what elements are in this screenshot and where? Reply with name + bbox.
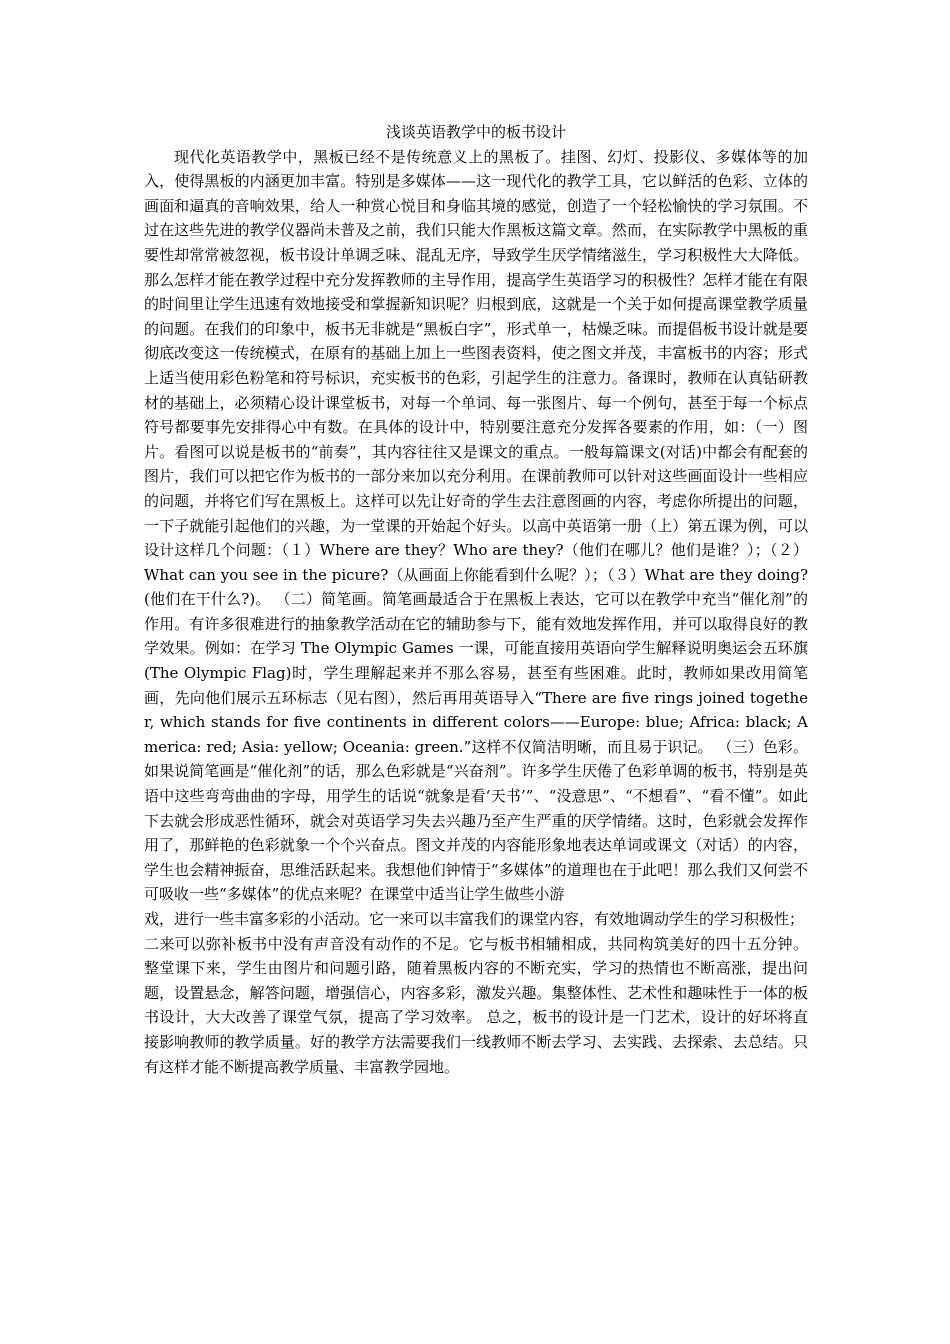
document-title: 浅谈英语教学中的板书设计 (385, 123, 566, 141)
body-paragraph-1: 现代化英语教学中，黑板已经不是传统意义上的黑板了。挂图、幻灯、投影仪、多媒体等的加入，使得黑板的内涵更加丰富。特别是多媒体——这一现代化的教学工具，它以鲜活的色彩、立体的画面和逼真的音响效果，给人一种赏心悦目和身临其境的感觉，创造了一个轻松愉快的学习氛围。不过在这些先进的教学仪器尚未普及之前，我们只能大作黑板这篇文章。然而，在实际教学中黑板的重要性却常常被忽视，板书设计单调乏味、混乱无序，导致学生厌学情绪滋生，学习积极性大大降低。那么怎样才能在教学过程中充分发挥教师的主导作用，提高学生英语学习的积极性？怎样才能在有限的时间里让学生迅速有效地接受和掌握新知识呢？归根到底，这就是一个关于如何提高课堂教学质量的问题。在我们的印象中，板书无非就是“黑板白字”，形式单一，枯燥乏味。而提倡板书设计就是要彻底改变这一传统模式，在原有的基础上加上一些图表资料，使之图文并茂，丰富板书的内容；形式上适当使用彩色粉笔和符号标识，充实板书的色彩，引起学生的注意力。备课时，教师在认真钻研教材的基础上，必须精心设计课堂板书，对每一个单词、每一张图片、每一个例句，甚至于每一个标点符号都要事先安排得心中有数。在具体的设计中，特别要注意充分发挥各要素的作用，如：（一）图片。看图可以说是板书的“前奏”，其内容往往又是课文的重点。一般每篇课文(对话)中都会有配套的图片，我们可以把它作为板书的一部分来加以充分利用。在课前教师可以针对这些画面设计一些相应的问题，并将它们写在黑板上。这样可以先让好奇的学生去注意图画的内容，考虑你所提出的问题，一下子就能引起他们的兴趣，为一堂课的开始起个好头。以高中英语第一册（上）第五课为例，可以设计这样几个问题：（１）Where are they？Who are they?（他们在哪儿？他们是谁？）；（２）What can you see in the picure?（从画面上你能看到什么呢？）；（３）What are they doing?(他们在干什么?)。 （二）简笔画。简笔画最适合于在黑板上表达，它可以在教学中充当“催化剂”的作用。有许多很难进行的抽象教学活动在它的辅助参与下，能有效地发挥作用，并可以取得良好的教学效果。例如：在学习 The Olympic Games 一课，可能直接用英语向学生解释说明奥运会五环旗(The Olympic Flag)时，学生理解起来并不那么容易，甚至有些困难。此时，教师如果改用简笔画，先向他们展示五环标志（见右图），然后再用英语导入“There are five rings joined together, which stands for five continents in different colors——Europe: blue; Africa: black; America: red; Asia: yellow; Oceania: green.”这样不仅简洁明晰，而且易于识记。 （三）色彩。如果说简笔画是“催化剂”的话，那么色彩就是“兴奋剂”。许多学生厌倦了色彩单调的板书，特别是英语中这些弯弯曲曲的字母，用学生的话说“就象是看‘天书’”、“没意思”、“不想看”、“看不懂”。如此下去就会形成恶性循环，就会对英语学习失去兴趣乃至产生严重的厌学情绪。这时，色彩就会发挥作用了，那鲜艳的色彩就象一个个兴奋点。图文并茂的内容能形象地表达单词或课文（对话）的内容，学生也会精神振奋，思维活跃起来。我想他们钟情于“多媒体”的道理也在于此吧！那么我们又何尝不可吸收一些“多媒体”的优点来呢？在课堂中适当让学生做些小游 (144, 147, 808, 904)
body-paragraph-2: 戏，进行一些丰富多彩的小活动。它一来可以丰富我们的课堂内容，有效地调动学生的学习积极性； (144, 910, 805, 928)
document-page (144, 120, 808, 1079)
body-paragraph-3: 二来可以弥补板书中没有声音没有动作的不足。它与板书相辅相成，共同构筑美好的四十五分钟。 整堂课下来，学生由图片和问题引路，随着黑板内容的不断充实，学习的热情也不断高涨，提出问题，设置悬念，解答问题，增强信心，内容多彩，激发兴趣。集整体性、艺术性和趣味性于一体的板书设计，大大改善了课堂气氛，提高了学习效率。 总之，板书的设计是一门艺术，设计的好坏将直接影响教师的教学质量。好的教学方法需要我们一线教师不断去学习、去实践、去探索、去总结。只有这样才能不断提高教学质量、丰富教学园地。 (144, 934, 808, 1076)
